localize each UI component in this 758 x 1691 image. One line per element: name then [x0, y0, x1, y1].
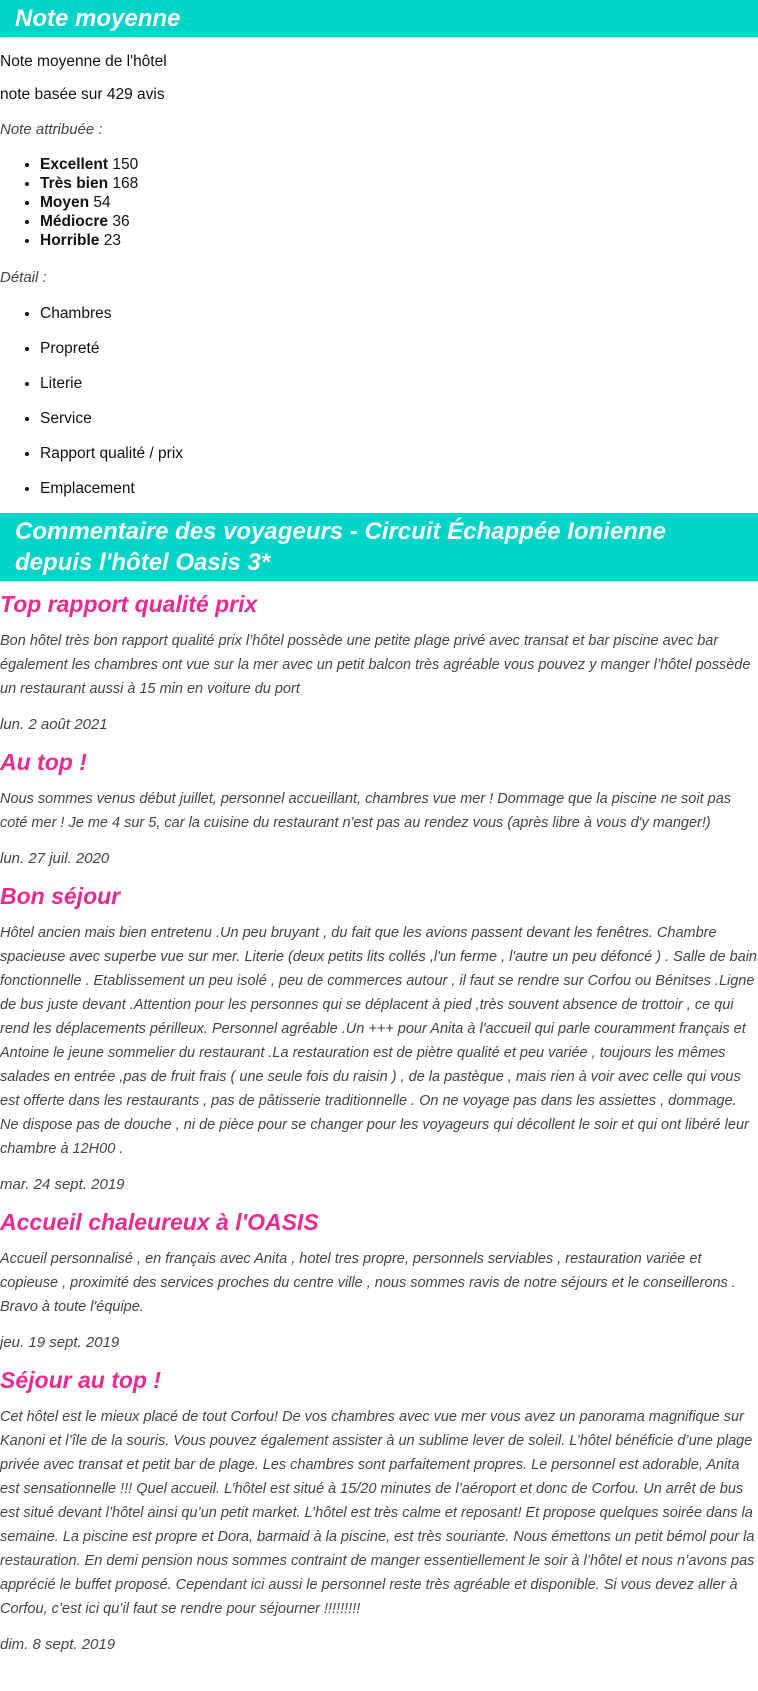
rating-count: note basée sur 429 avis	[0, 86, 165, 103]
rating-breakdown-item: • Médiocre 36	[40, 212, 758, 231]
review	[0, 1208, 758, 1353]
review	[0, 1366, 758, 1655]
review-date: mar. 24 sept. 2019	[0, 1176, 125, 1193]
review	[0, 748, 758, 869]
rating-breakdown-item: • Très bien 168	[40, 174, 758, 193]
detail-item-service: • Service	[40, 409, 758, 428]
rating-breakdown-item: • Excellent 150	[40, 155, 758, 174]
detail-label: Détail :	[0, 269, 47, 286]
review-date: jeu. 19 sept. 2019	[0, 1334, 120, 1351]
review-title: Accueil chaleureux à l'OASIS	[0, 1209, 319, 1235]
review	[0, 882, 758, 1195]
comments-section	[0, 513, 758, 1655]
detail-item-literie: • Literie	[40, 374, 758, 393]
review-text: Accueil personnalisé , en français avec Anita , hotel tres propre, personnels serviables , restauration variée et copieuse , proximité des services proches du centre ville , nous sommes ravis de notre séjours et le conseillerons . Bravo à toute l'équipe.	[0, 1251, 736, 1315]
rating-subtitle: Note moyenne de l'hôtel	[0, 53, 167, 70]
review-text: Cet hôtel est le mieux placé de tout Corfou! De vos chambres avec vue mer vous avez un panorama magnifique sur Kanoni et l’île de la souris. Vous pouvez également assister à un sublime lever de soleil. L’hôtel bénéficie d’une plage privée avec transat et petit bar de plage. Les chambres sont parfaitement propres. Le personnel est adorable, Anita est sensationnelle !!! Quel accueil. L’hôtel est situé à 15/20 minutes de l’aéroport et donc de Corfou. Un arrêt de bus est situé devant l’hôtel ainsi qu’un petit market. L’hôtel est très calme et reposant! Et propose quelques soirée dans la semaine. La piscine est propre et Dora, barmaid à la piscine, est très souriante. Nous émettons un petit bémol pour la restauration. En demi pension nous sommes contraint de manger essentiellement le soir à l’hôtel et nous n’avons pas apprécié le buffet proposé. Cependant ici aussi le personnel reste très agréable et disponible. Si vous devez aller à Corfou, c’est ici qu’il faut se rendre pour séjourner !!!!!!!!!	[0, 1409, 755, 1617]
review-title: Bon séjour	[0, 883, 121, 909]
review-title: Séjour au top !	[0, 1367, 161, 1393]
comments-heading: Commentaire des voyageurs - Circuit Échappée Ionienne depuis l'hôtel Oasis 3*	[0, 513, 758, 581]
detail-item-rapport: • Rapport qualité / prix	[40, 444, 758, 463]
review	[0, 590, 758, 735]
detail-item-emplacement: • Emplacement	[40, 479, 758, 498]
review-text: Bon hôtel très bon rapport qualité prix l’hôtel possède une petite plage privé avec transat et bar piscine avec bar également les chambres ont vue sur la mer avec un petit balcon très agréable vous pouvez y manger l’hôtel possède un restaurant aussi à 15 min en voiture du port	[0, 633, 751, 697]
rating-breakdown-list	[0, 155, 758, 250]
review-date: lun. 2 août 2021	[0, 716, 108, 733]
review-date: lun. 27 juil. 2020	[0, 850, 110, 867]
rating-breakdown-item: • Moyen 54	[40, 193, 758, 212]
review-title: Au top !	[0, 749, 87, 775]
attributed-label: Note attribuée :	[0, 121, 103, 138]
detail-item-chambres: • Chambres	[40, 304, 758, 323]
review-text: Nous sommes venus début juillet, personnel accueillant, chambres vue mer ! Dommage que la piscine ne soit pas coté mer ! Je me 4 sur 5, car la cuisine du restaurant n'est pas au rendez vous (après libre à vous d'y manger!)	[0, 791, 732, 831]
detail-list	[0, 304, 758, 498]
rating-heading: Note moyenne	[0, 0, 758, 37]
review-date: dim. 8 sept. 2019	[0, 1636, 116, 1653]
review-text: Hôtel ancien mais bien entretenu .Un peu bruyant , du fait que les avions passent devant les fenêtres. Chambre spacieuse avec superbe vue sur mer. Literie (deux petits lits collés ,l'un ferme , l'autre un peu défoncé ) . Salle de bain fonctionnelle . Etablissement un peu isolé , peu de commerces autour , il faut se rendre sur Corfou ou Bénitses .Ligne de bus juste devant .Attention pour les personnes qui se déplacent à pied ,très souvent absence de trottoir , ce qui rend les déplacements périlleux. Personnel agréable .Un +++ pour Anita à l'accueil qui parle couramment français et Antoine le jeune sommelier du restaurant .La restauration est de piètre qualité et peu variée , toujours les mêmes salades en entrée ,pas de fruit frais ( une seule fois du raisin ) , de la pastèque , mais rien à voir avec celle qui vous est offerte dans les restaurants , pas de pâtisserie traditionnelle . On ne voyage pas dans les assiettes , dommage. Ne dispose pas de douche , ni de pièce pour se changer pour les voyageurs qui décollent le soir et qui ont libéré leur chambre à 12H00 .	[0, 925, 757, 1157]
rating-breakdown-item: • Horrible 23	[40, 231, 758, 250]
review-title: Top rapport qualité prix	[0, 591, 258, 617]
rating-section	[0, 0, 758, 498]
detail-item-proprete: • Propreté	[40, 339, 758, 358]
